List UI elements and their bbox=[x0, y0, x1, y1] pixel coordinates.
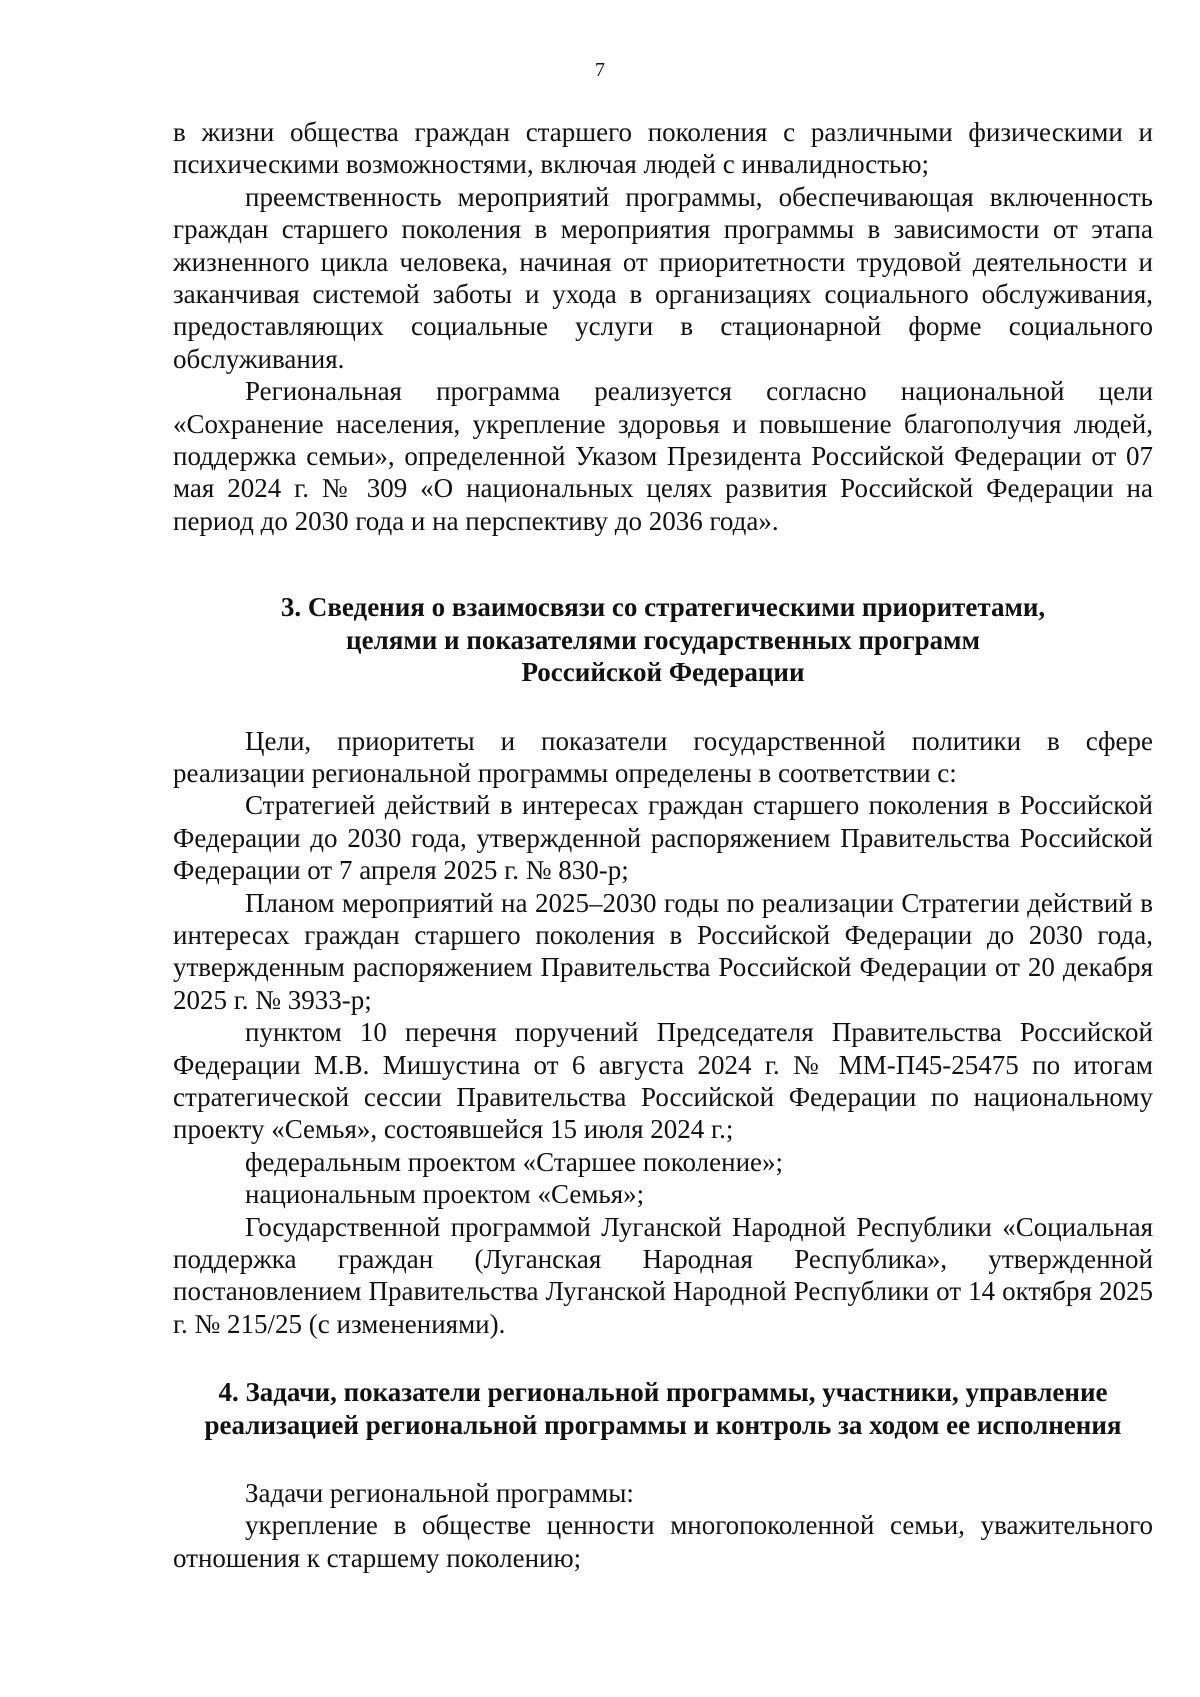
paragraph: Региональная программа реализуется согласно национальной цели «Сохранение населения, укрепление здоровья и повышение благополучия людей, поддержка семьи», определенной Указом Президента Российской Федерации от 07 мая 2024 г. № 309 «О национальных целях развития Российской Федерации на период до 2030 года и на перспективу до 2036 года». bbox=[173, 376, 1153, 536]
paragraph: Задачи региональной программы: bbox=[245, 1478, 634, 1509]
list-item: Стратегией действий в интересах граждан старшего поколения в Российской Федерации до 2030 года, утвержденной распоряжением Правительства Российской Федерации от 7 апреля 2025 г. № 830-р; bbox=[173, 790, 1153, 886]
list-item: национальным проектом «Семья»; bbox=[245, 1179, 645, 1210]
paragraph: преемственность мероприятий программы, обеспечивающая включенность граждан старшего поколения в мероприятия программы в зависимости от этапа жизненного цикла человека, начиная от приоритетности трудовой деятельности и заканчивая системой заботы и ухода в организациях социального обслуживания, предоставляющих социальные услуги в стационарной форме социального обслуживания. bbox=[173, 181, 1153, 374]
heading-line: 4. Задачи, показатели региональной программы, участники, управление bbox=[218, 1377, 1108, 1408]
heading-line: реализацией региональной программы и контроль за ходом ее исполнения bbox=[204, 1409, 1122, 1440]
heading-line: 3. Сведения о взаимосвязи со стратегическими приоритетами, bbox=[280, 592, 1046, 623]
page-number: 7 bbox=[595, 59, 605, 81]
paragraph: Цели, приоритеты и показатели государственной политики в сфере реализации региональной программы определены в соответствии с: bbox=[173, 725, 1153, 788]
section-4-heading bbox=[173, 1376, 1153, 1441]
list-item: пунктом 10 перечня поручений Председателя Правительства Российской Федерации М.В. Мишустина от 6 августа 2024 г. № ММ-П45-25475 по итогам стратегической сессии Правительства Российской Федерации по национальному проекту «Семья», состоявшейся 15 июля 2024 г.; bbox=[173, 1017, 1153, 1145]
paragraph-continuation: в жизни общества граждан старшего поколения с различными физическими и психическими возможностями, включая людей с инвалидностью; bbox=[173, 117, 1153, 180]
list-item: Планом мероприятий на 2025–2030 годы по реализации Стратегии действий в интересах граждан старшего поколения в Российской Федерации до 2030 года, утвержденным распоряжением Правительства Российской Федерации от 20 декабря 2025 г. № 3933-р; bbox=[173, 887, 1153, 1015]
document-body bbox=[173, 116, 1153, 1574]
section-3-heading bbox=[173, 591, 1153, 688]
heading-line: Российской Федерации bbox=[521, 657, 805, 688]
heading-line: целями и показателями государственных программ bbox=[346, 624, 980, 655]
list-item: укрепление в обществе ценности многопоколенной семьи, уважительного отношения к старшему поколению; bbox=[173, 1510, 1153, 1573]
list-item: федеральным проектом «Старшее поколение»; bbox=[245, 1146, 784, 1177]
list-item: Государственной программой Луганской Народной Республики «Социальная поддержка граждан (Луганская Народная Республика», утвержденной постановлением Правительства Луганской Народной Республики от 14 октября 2025 г. № 215/25 (с изменениями). bbox=[173, 1211, 1153, 1339]
